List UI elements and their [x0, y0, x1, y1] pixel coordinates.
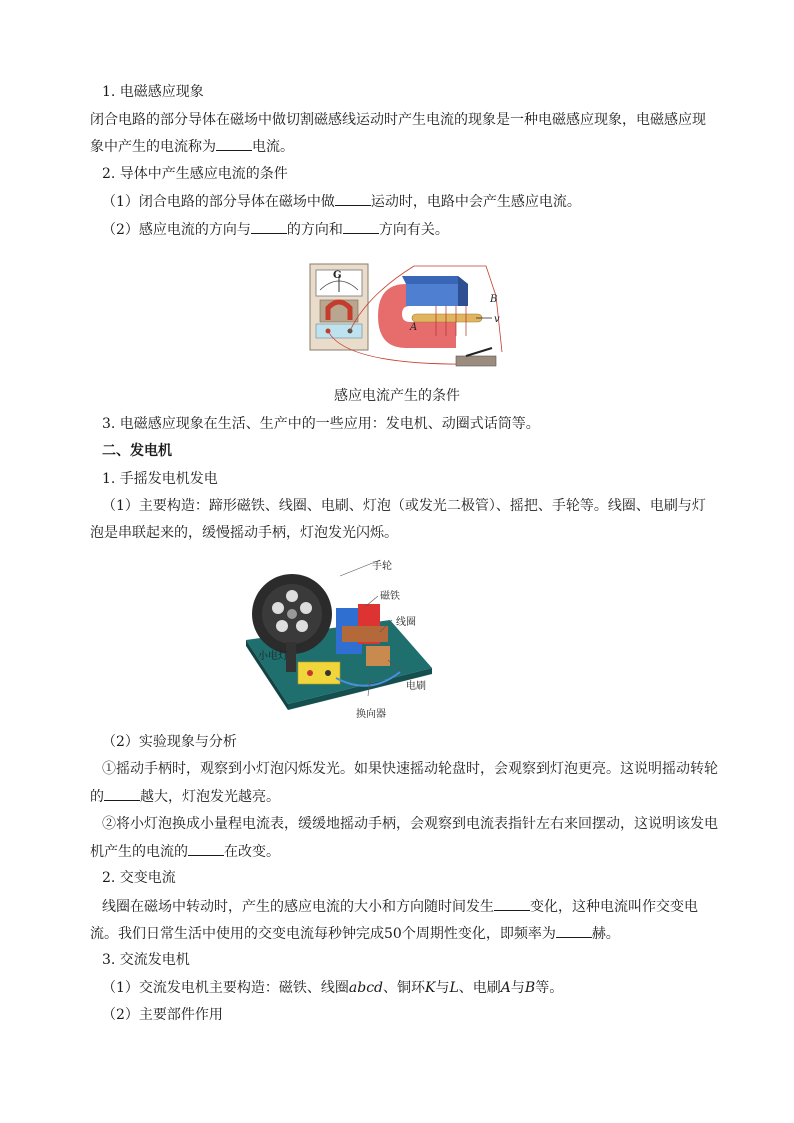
fill-blank — [104, 786, 140, 801]
paragraph-line: 流。我们日常生活中使用的交变电流每秒钟完成50个周期性变化，即频率为 赫。 — [90, 923, 794, 944]
label-brush: 电刷 — [406, 681, 426, 692]
figure-label-v: v — [494, 314, 500, 325]
paragraph-line: （1）交流发电机主要构造：磁铁、线圈abcd、铜环K与L、电刷A与B等。 — [102, 980, 564, 996]
fill-blank — [494, 896, 530, 911]
fill-blank — [343, 219, 379, 234]
fill-blank — [188, 841, 224, 856]
fill-blank — [335, 191, 371, 206]
subheading-phenomena: （2）实验现象与分析 — [102, 734, 237, 750]
list-item: （2）感应电流的方向与 的方向和 方向有关。 — [102, 219, 794, 240]
fill-blank — [556, 923, 592, 938]
list-item: （1）闭合电路的部分导体在磁场中做 运动时，电路中会产生感应电流。 — [102, 191, 794, 212]
subheading-ac: 2. 交变电流 — [102, 870, 176, 886]
label-lamp: 小电灯 — [258, 651, 288, 662]
paragraph-line: （2）主要部件作用 — [102, 1007, 223, 1023]
paragraph-line: （1）主要构造：蹄形磁铁、线圈、电刷、灯泡（或发光二极管）、摇把、手轮等。线圈、电刷与灯 — [102, 498, 706, 514]
section-title-em-induction: 1. 电磁感应现象 — [102, 84, 204, 100]
paragraph-line: 闭合电路的部分导体在磁场中做切割磁感线运动时产生电流的现象是一种电磁感应现象，电磁感应现 — [90, 112, 706, 128]
fill-blank — [251, 219, 287, 234]
figure-label-b: B — [490, 294, 498, 305]
paragraph-line: ①摇动手柄时，观察到小灯泡闪烁发光。如果快速摇动轮盘时，会观察到灯泡更亮。这说明摇动转轮 — [102, 761, 718, 777]
label-magnet: 磁铁 — [380, 591, 400, 602]
figure-label-g: G — [333, 270, 342, 281]
subheading-ac-generator: 3. 交流发电机 — [102, 952, 190, 968]
subheading-hand-generator: 1. 手摇发电机发电 — [102, 471, 218, 487]
fill-blank — [216, 136, 252, 151]
paragraph-line: 线圈在磁场中转动时，产生的感应电流的大小和方向随时间发生 变化，这种电流叫作交变电 — [102, 896, 794, 917]
label-wheel: 手轮 — [372, 561, 392, 572]
paragraph-line: 的 越大，灯泡发光越亮。 — [90, 786, 794, 807]
paragraph-applications: 3. 电磁感应现象在生活、生产中的一些应用：发电机、动圈式话筒等。 — [102, 416, 540, 432]
label-coil: 线圈 — [396, 617, 416, 628]
figure-caption: 感应电流产生的条件 — [334, 388, 460, 404]
heading-generator: 二、发电机 — [102, 443, 172, 459]
paragraph-line: 象中产生的电流称为 电流。 — [90, 136, 794, 157]
figure-label-a: A — [410, 322, 418, 333]
figure-hand-generator — [240, 556, 440, 716]
paragraph-line: 泡是串联起来的，缓慢摇动手柄，灯泡发光闪烁。 — [90, 525, 398, 541]
paragraph-line: 机产生的电流的 在改变。 — [90, 841, 794, 862]
paragraph-line: ②将小灯泡换成小量程电流表，缓缓地摇动手柄，会观察到电流表指针左右来回摆动，这说明该发电 — [102, 816, 718, 832]
section-title-conditions: 2. 导体中产生感应电流的条件 — [102, 166, 288, 182]
label-commutator: 换向器 — [356, 709, 386, 720]
